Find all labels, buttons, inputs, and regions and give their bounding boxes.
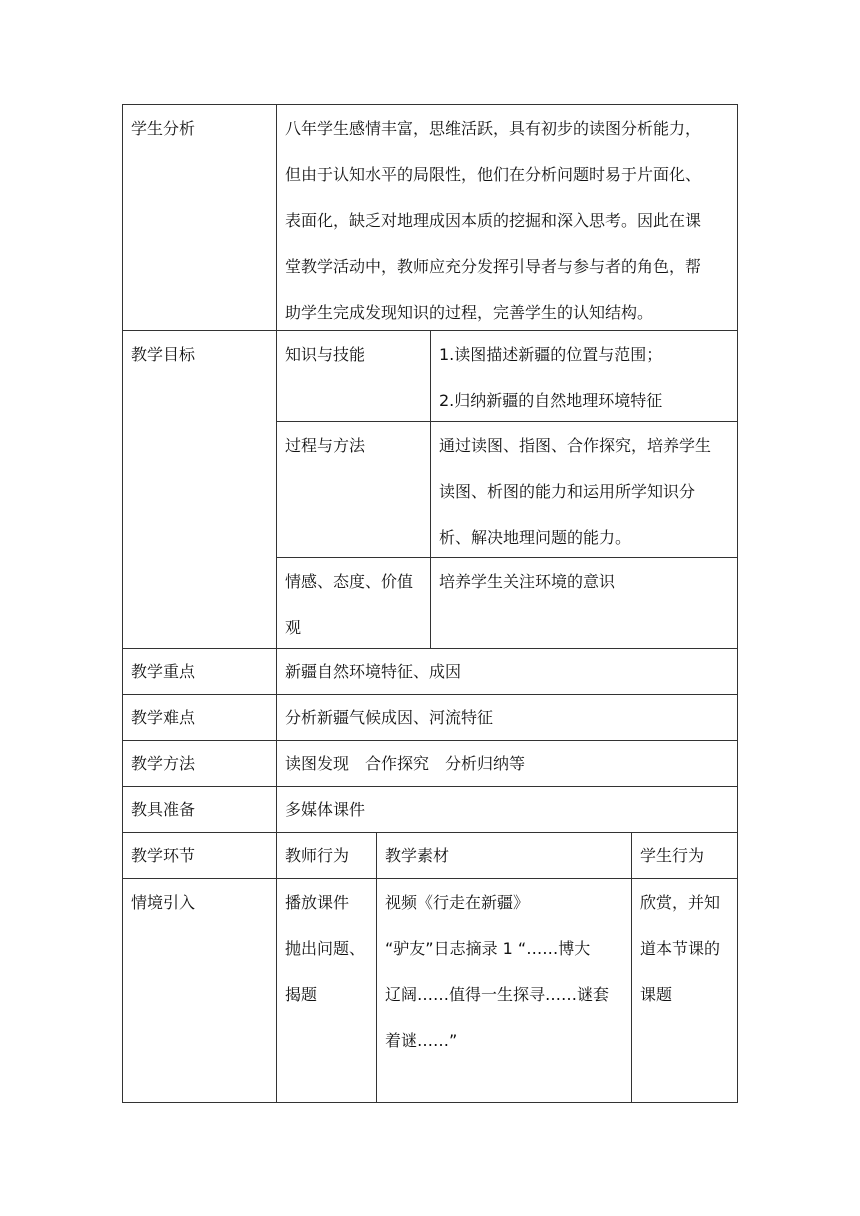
- student-analysis-label-cell: [122, 104, 277, 331]
- student-analysis-label: 学生分析: [131, 119, 196, 138]
- student-analysis-line-1: 八年学生感情丰富，思维活跃，具有初步的读图分析能力，: [285, 119, 702, 138]
- process-header-label: 教学环节: [131, 846, 196, 865]
- intro-material-line-1: 视频《行走在新疆》: [385, 893, 530, 912]
- intro-student-line-1: 欣赏，并知: [640, 893, 721, 912]
- intro-material-line-4: 着谜……”: [385, 1031, 458, 1050]
- objective-attitude-name-line-2: 观: [285, 618, 302, 637]
- objectives-label-cell: [122, 330, 277, 649]
- student-analysis-line-5: 助学生完成发现知识的过程，完善学生的认知结构。: [285, 303, 654, 322]
- intro-material-cell: [376, 878, 632, 1103]
- objective-attitude-content-cell: [430, 557, 738, 649]
- process-header-material-cell: [376, 832, 632, 879]
- objective-process-content-cell: [430, 421, 738, 558]
- student-analysis-line-4: 堂教学活动中，教师应充分发挥引导者与参与者的角色，帮: [285, 257, 702, 276]
- process-header-student-cell: [631, 832, 738, 879]
- objective-knowledge-name-cell: [276, 330, 431, 422]
- objective-attitude-name-cell: [276, 557, 431, 649]
- difficulties-label-cell: [122, 694, 277, 741]
- methods-label-cell: [122, 740, 277, 787]
- objective-attitude-name-line-1: 情感、态度、价值: [285, 572, 414, 591]
- intro-teacher-line-3: 揭题: [285, 985, 318, 1004]
- intro-teacher-line-2: 抛出问题、: [285, 939, 366, 958]
- process-header-teacher: 教师行为: [285, 846, 350, 865]
- key-points-label-cell: [122, 648, 277, 695]
- intro-material-line-3: 辽阔……值得一生探寻……谜套: [385, 985, 610, 1004]
- student-analysis-line-2: 但由于认知水平的局限性，他们在分析问题时易于片面化、: [285, 165, 702, 184]
- intro-label: 情境引入: [131, 893, 196, 912]
- key-points-value-cell: [276, 648, 738, 695]
- objective-knowledge-content-cell: [430, 330, 738, 422]
- methods-value: 读图发现 合作探究 分析归纳等: [285, 754, 526, 773]
- student-analysis-line-3: 表面化，缺乏对地理成因本质的挖掘和深入思考。因此在课: [285, 211, 702, 230]
- process-header-material: 教学素材: [385, 846, 450, 865]
- objectives-label: 教学目标: [131, 345, 196, 364]
- key-points-value: 新疆自然环境特征、成因: [285, 662, 462, 681]
- objective-process-name: 过程与方法: [285, 436, 366, 455]
- methods-label: 教学方法: [131, 754, 196, 773]
- methods-value-cell: [276, 740, 738, 787]
- intro-teacher-cell: [276, 878, 377, 1103]
- intro-label-cell: [122, 878, 277, 1103]
- objective-knowledge-name: 知识与技能: [285, 345, 366, 364]
- intro-teacher-line-1: 播放课件: [285, 893, 350, 912]
- process-header-teacher-cell: [276, 832, 377, 879]
- intro-student-cell: [631, 878, 738, 1103]
- tools-label-cell: [122, 786, 277, 833]
- intro-material-line-2: “驴友”日志摘录 1 “……博大: [385, 939, 591, 958]
- tools-value: 多媒体课件: [285, 800, 366, 819]
- difficulties-value-cell: [276, 694, 738, 741]
- objective-process-name-cell: [276, 421, 431, 558]
- intro-student-line-3: 课题: [640, 985, 673, 1004]
- difficulties-value: 分析新疆气候成因、河流特征: [285, 708, 494, 727]
- tools-label: 教具准备: [131, 800, 196, 819]
- process-header-label-cell: [122, 832, 277, 879]
- objective-process-line-2: 读图、析图的能力和运用所学知识分: [439, 482, 696, 501]
- objective-attitude-line-1: 培养学生关注环境的意识: [439, 572, 616, 591]
- objective-knowledge-line-1: 1.读图描述新疆的位置与范围；: [439, 345, 663, 364]
- key-points-label: 教学重点: [131, 662, 196, 681]
- objective-process-line-1: 通过读图、指图、合作探究，培养学生: [439, 436, 712, 455]
- student-analysis-content-cell: [276, 104, 738, 331]
- objective-process-line-3: 析、解决地理问题的能力。: [439, 528, 632, 547]
- difficulties-label: 教学难点: [131, 708, 196, 727]
- tools-value-cell: [276, 786, 738, 833]
- process-header-student: 学生行为: [640, 846, 705, 865]
- intro-student-line-2: 道本节课的: [640, 939, 721, 958]
- objective-knowledge-line-2: 2.归纳新疆的自然地理环境特征: [439, 391, 663, 410]
